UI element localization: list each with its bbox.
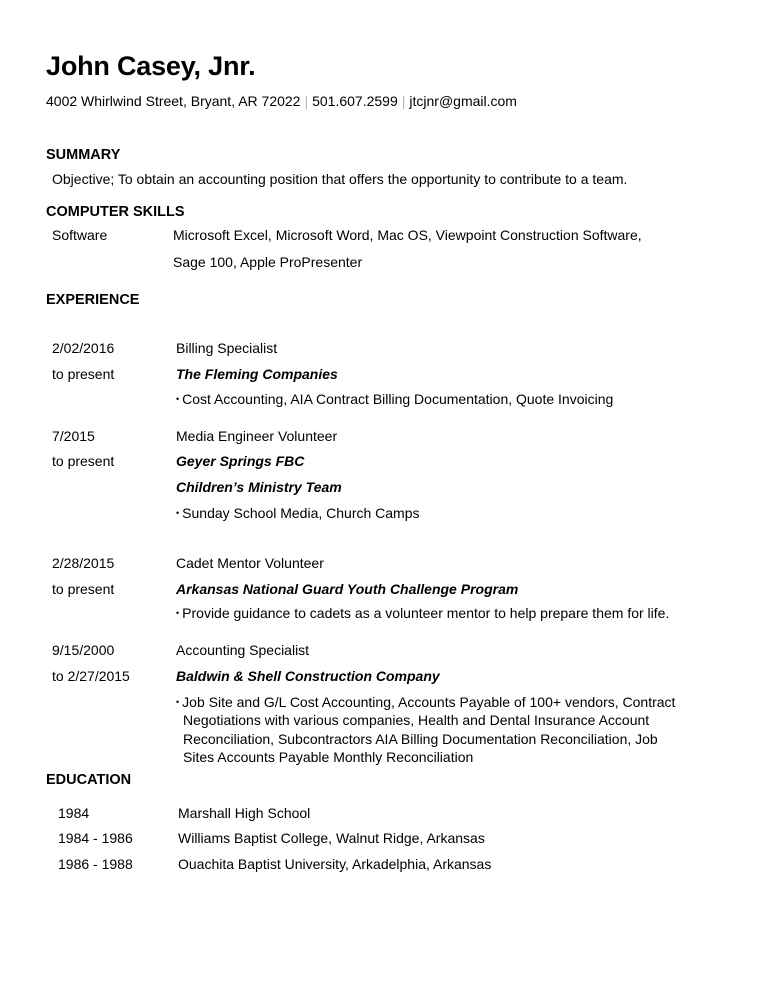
job-date-end: to 2/27/2015 xyxy=(52,668,130,684)
email: jtcjnr@gmail.com xyxy=(409,93,517,109)
education-year: 1984 xyxy=(58,805,90,821)
separator: | xyxy=(401,93,406,109)
job-organization: Arkansas National Guard Youth Challenge Program xyxy=(176,581,519,597)
job-date-end: to present xyxy=(52,581,115,597)
bullet-icon: • xyxy=(176,508,180,518)
skills-line: Microsoft Excel, Microsoft Word, Mac OS, Viewpoint Construction Software, xyxy=(173,227,642,243)
job-details-line: • Job Site and G/L Cost Accounting, Accounts Payable of 100+ vendors, Contract xyxy=(176,694,676,710)
skills-label: Software xyxy=(52,227,108,243)
education-heading: EDUCATION xyxy=(46,772,132,788)
education-year: 1984 - 1986 xyxy=(58,830,133,846)
education-school: Williams Baptist College, Walnut Ridge, Arkansas xyxy=(178,830,485,846)
education-school: Ouachita Baptist University, Arkadelphia, Arkansas xyxy=(178,856,492,872)
job-date-end: to present xyxy=(52,453,115,469)
bullet-icon: • xyxy=(176,608,180,618)
job-organization: Geyer Springs FBC xyxy=(176,453,305,469)
job-details: • Cost Accounting, AIA Contract Billing Documentation, Quote Invoicing xyxy=(176,391,614,407)
job-date-start: 9/15/2000 xyxy=(52,642,115,658)
separator: | xyxy=(304,93,309,109)
job-title: Media Engineer Volunteer xyxy=(176,428,338,444)
summary-heading: SUMMARY xyxy=(46,147,121,163)
candidate-name: John Casey, Jnr. xyxy=(46,51,256,81)
skills-line: Sage 100, Apple ProPresenter xyxy=(173,254,363,270)
experience-heading: EXPERIENCE xyxy=(46,292,140,308)
bullet-icon: • xyxy=(176,394,180,404)
job-team: Children’s Ministry Team xyxy=(176,479,342,495)
job-date-end: to present xyxy=(52,366,115,382)
job-details-line: Sites Accounts Payable Monthly Reconciliation xyxy=(183,749,474,765)
job-date-start: 2/28/2015 xyxy=(52,555,115,571)
job-date-start: 7/2015 xyxy=(52,428,95,444)
job-organization: The Fleming Companies xyxy=(176,366,338,382)
summary-text: Objective; To obtain an accounting position that offers the opportunity to contribute to a team. xyxy=(52,171,628,187)
education-year: 1986 - 1988 xyxy=(58,856,133,872)
job-title: Cadet Mentor Volunteer xyxy=(176,555,324,571)
job-details-line: Negotiations with various companies, Health and Dental Insurance Account xyxy=(183,712,650,728)
job-title: Accounting Specialist xyxy=(176,642,310,658)
phone: 501.607.2599 xyxy=(312,93,398,109)
contact-line xyxy=(46,94,517,108)
job-details: • Provide guidance to cadets as a volunteer mentor to help prepare them for life. xyxy=(176,605,670,621)
education-school: Marshall High School xyxy=(178,805,311,821)
job-details-line: Reconciliation, Subcontractors AIA Billing Documentation Reconciliation, Job xyxy=(183,731,658,747)
job-title: Billing Specialist xyxy=(176,340,278,356)
bullet-icon: • xyxy=(176,697,180,707)
job-organization: Baldwin & Shell Construction Company xyxy=(176,668,440,684)
skills-heading: COMPUTER SKILLS xyxy=(46,204,185,220)
job-details: • Sunday School Media, Church Camps xyxy=(176,505,420,521)
job-date-start: 2/02/2016 xyxy=(52,340,115,356)
address: 4002 Whirlwind Street, Bryant, AR 72022 xyxy=(46,93,301,109)
